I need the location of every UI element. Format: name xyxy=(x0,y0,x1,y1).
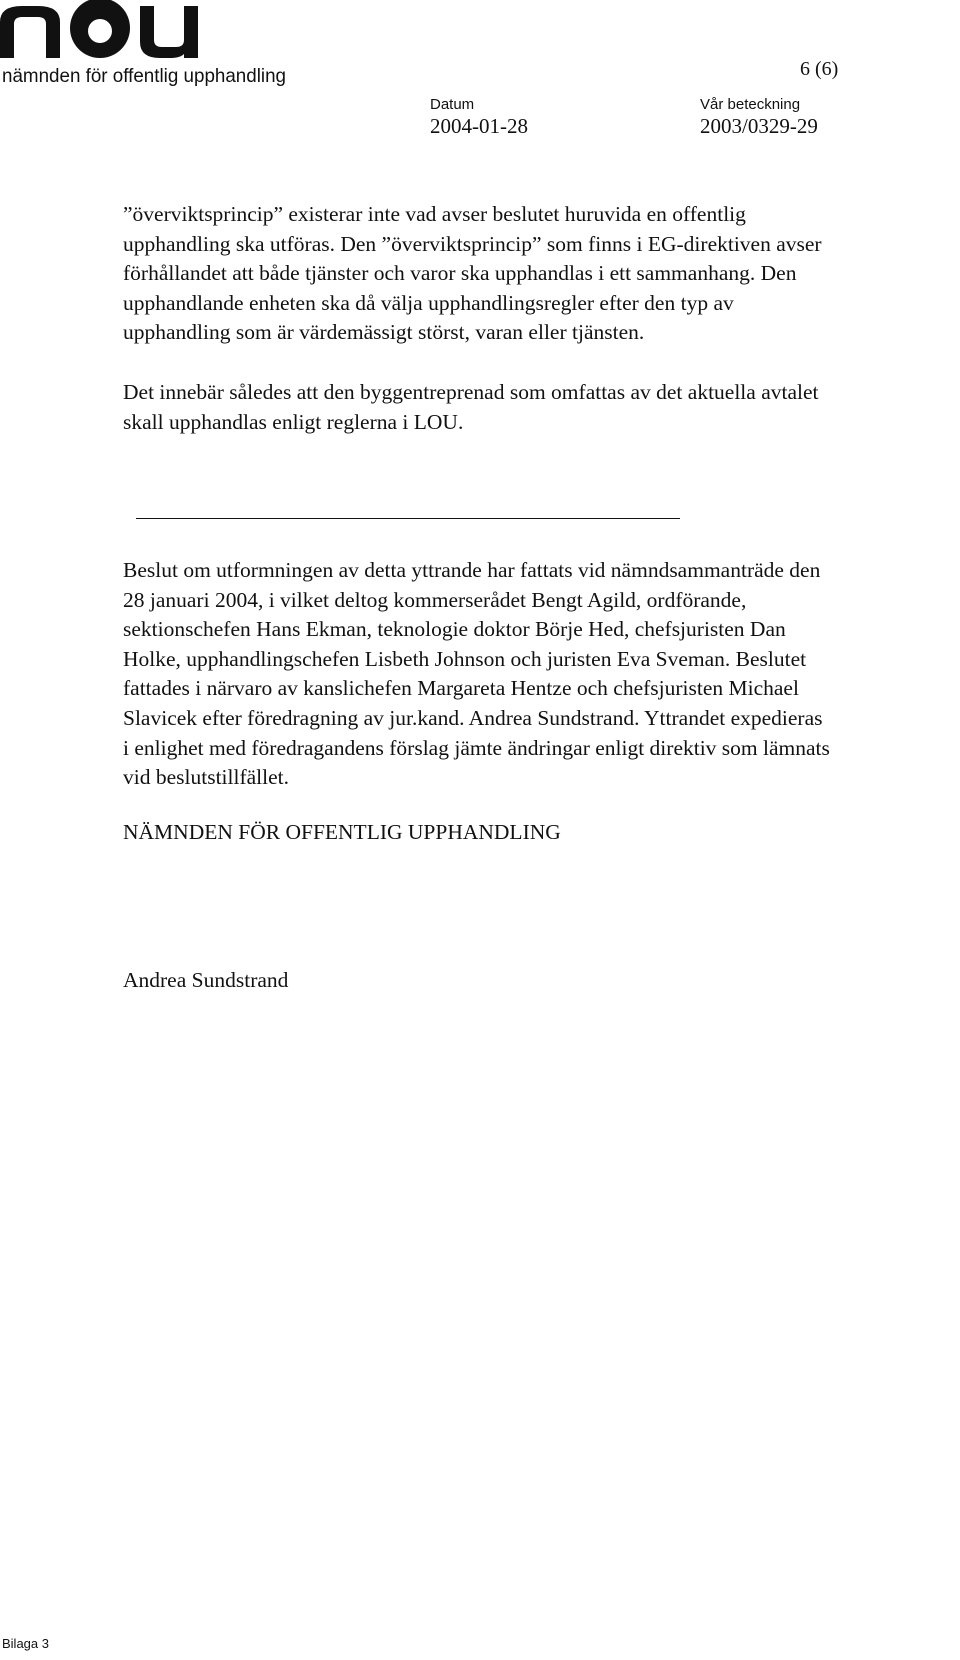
paragraph-decision-details xyxy=(123,556,953,793)
paragraph-line: förhållandet att både tjänster och varor ska upphandlas i ett sammanhang. Den xyxy=(123,261,797,286)
paragraph-line: Det innebär således att den byggentreprenad som omfattas av det aktuella avtalet xyxy=(123,380,819,404)
page-number: 6 (6) xyxy=(800,58,839,80)
paragraph-line: Slavicek efter föredragning av jur.kand. Andrea Sundstrand. Yttrandet expedieras xyxy=(123,705,823,730)
reference-label: Vår beteckning xyxy=(700,96,801,113)
signature-organization: NÄMNDEN FÖR OFFENTLIG UPPHANDLING xyxy=(123,820,561,844)
signature-name: Andrea Sundstrand xyxy=(123,968,289,992)
paragraph-line: vid beslutstillfället. xyxy=(123,765,290,790)
paragraph-line: i enlighet med föredragandens förslag jämte ändringar enligt direktiv som lämnats xyxy=(123,735,830,760)
date-block xyxy=(430,96,528,138)
paragraph-line: ”överviktsprincip” existerar inte vad avser beslutet huruvida en offentlig xyxy=(123,202,746,226)
attachment-label: Bilaga 3 xyxy=(2,1636,49,1651)
paragraph-line: fattades i närvaro av kanslichefen Margareta Hentze och chefsjuristen Michael xyxy=(123,676,799,701)
separator-line xyxy=(136,518,680,519)
paragraph-line: upphandlande enheten ska då välja upphandlingsregler efter den typ av xyxy=(123,290,734,315)
paragraph-line: Holke, upphandlingschefen Lisbeth Johnson och juristen Eva Sveman. Beslutet xyxy=(123,646,807,671)
nou-logo-graphic xyxy=(0,0,300,96)
paragraph-line: sektionschefen Hans Ekman, teknologie doktor Börje Hed, chefsjuristen Dan xyxy=(123,617,786,642)
date-value: 2004-01-28 xyxy=(430,114,528,138)
paragraph-overweight-principle xyxy=(123,200,953,348)
paragraph-conclusion xyxy=(123,378,953,437)
logo xyxy=(0,0,300,96)
paragraph-line: 28 januari 2004, i vilket deltog kommerserådet Bengt Agild, ordförande, xyxy=(123,587,747,612)
logo-tagline: nämnden för offentlig upphandling xyxy=(2,65,286,87)
reference-block xyxy=(700,96,818,138)
paragraph-line: upphandling ska utföras. Den ”överviktsprincip” som finns i EG-direktiven avser xyxy=(123,231,822,256)
paragraph-line: Beslut om utformningen av detta yttrande har fattats vid nämndsammanträde den xyxy=(123,558,821,582)
reference-value: 2003/0329-29 xyxy=(700,114,818,138)
paragraph-line: upphandling som är värdemässigt störst, varan eller tjänsten. xyxy=(123,320,645,345)
paragraph-line: skall upphandlas enligt reglerna i LOU. xyxy=(123,409,464,434)
date-label: Datum xyxy=(430,96,475,113)
